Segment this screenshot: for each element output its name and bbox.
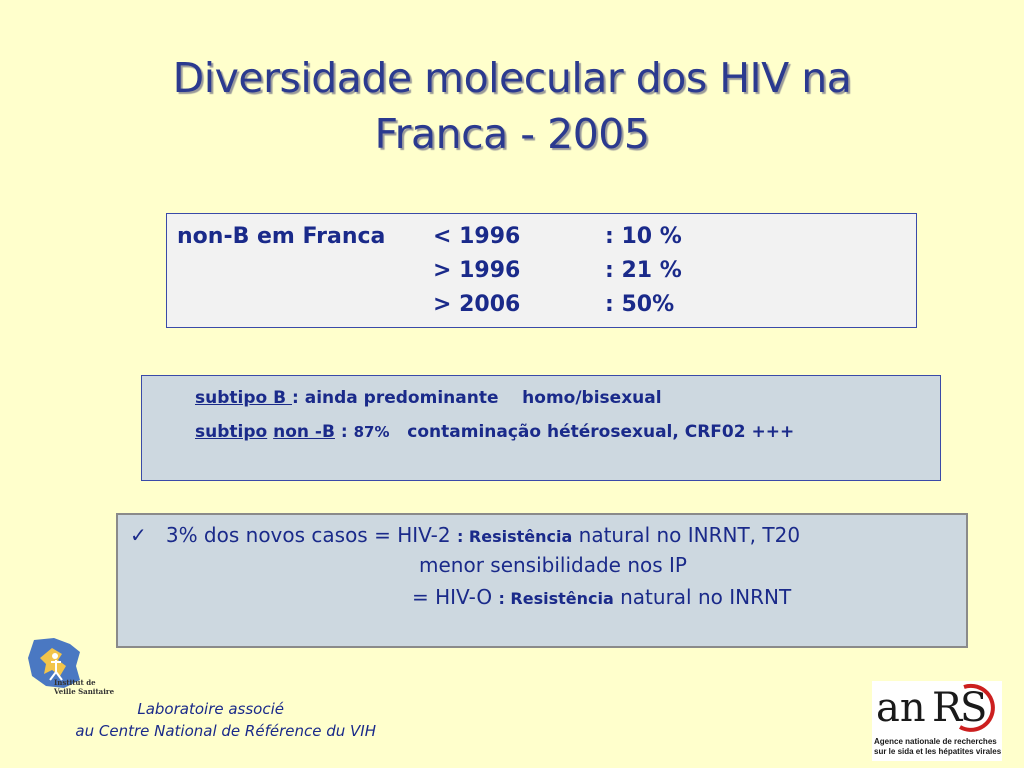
prevalence-period: > 1996 [433, 258, 521, 283]
anrs-caption-line1: Agence nationale de recherches [874, 737, 997, 746]
nonb-prevalence-box [166, 213, 917, 328]
invs-name-line2: Veille Sanitaire [54, 687, 115, 696]
hivo-text: = HIV-O [412, 585, 493, 609]
prevalence-row [167, 292, 916, 324]
anrs-caption-line2: sur le sida et les hépatites virales [874, 747, 1002, 756]
hiv2-hivo-box [116, 513, 968, 648]
subtype-nonb-term1: subtipo [195, 422, 268, 442]
lab-caption [20, 700, 376, 746]
invs-logo [24, 636, 116, 698]
hiv2-line [130, 523, 800, 547]
hivo-resistance-detail: natural no INRNT [613, 585, 792, 609]
subtype-nonb-term2: non -B [273, 422, 335, 442]
prevalence-row [167, 258, 916, 290]
subtype-b-rest: homo/bisexual [522, 388, 662, 408]
prevalence-row [167, 224, 916, 256]
subtype-b-line [195, 388, 662, 408]
slide-title-line2: Franca - 2005 [374, 110, 650, 158]
svg-text:an: an [876, 685, 926, 731]
prevalence-value: : 50% [605, 292, 675, 317]
prevalence-label: non-B em Franca [177, 224, 386, 249]
svg-text:R: R [932, 685, 963, 731]
slide-title-line1: Diversidade molecular dos HIV na [172, 54, 852, 102]
hiv2-text: 3% dos novos casos = HIV-2 [165, 523, 451, 547]
prevalence-period: < 1996 [433, 224, 521, 249]
subtype-nonb-pct: 87% [353, 423, 390, 441]
hiv2-resistance: : Resistência [456, 527, 573, 546]
anrs-wordmark-icon [872, 681, 1002, 733]
svg-text:S: S [960, 685, 988, 731]
lab-caption-line2: au Centre National de Référence du VIH [75, 722, 376, 740]
subtype-box [141, 375, 941, 481]
prevalence-value: : 21 % [605, 258, 682, 283]
hivo-resistance: : Resistência [498, 589, 614, 608]
prevalence-value: : 10 % [605, 224, 682, 249]
subtype-b-term: subtipo B [195, 388, 292, 408]
anrs-logo [872, 681, 1002, 761]
hiv2-resistance-detail: natural no INRNT, T20 [572, 523, 801, 547]
prevalence-period: > 2006 [433, 292, 521, 317]
subtype-nonb-rest: contaminação hétérosexual, CRF02 +++ [407, 422, 795, 442]
ip-sensitivity-line: menor sensibilidade nos IP [419, 553, 687, 577]
check-icon: ✓ [130, 523, 147, 547]
subtype-nonb-line [195, 422, 794, 442]
invs-name-line1: Institut de [54, 678, 96, 687]
hivo-line [412, 585, 791, 609]
subtype-b-sep: : ainda predominante [292, 388, 499, 408]
subtype-nonb-sep: : [340, 422, 348, 442]
lab-caption-line1: Laboratoire associé [137, 700, 284, 718]
slide-title [0, 50, 1024, 162]
